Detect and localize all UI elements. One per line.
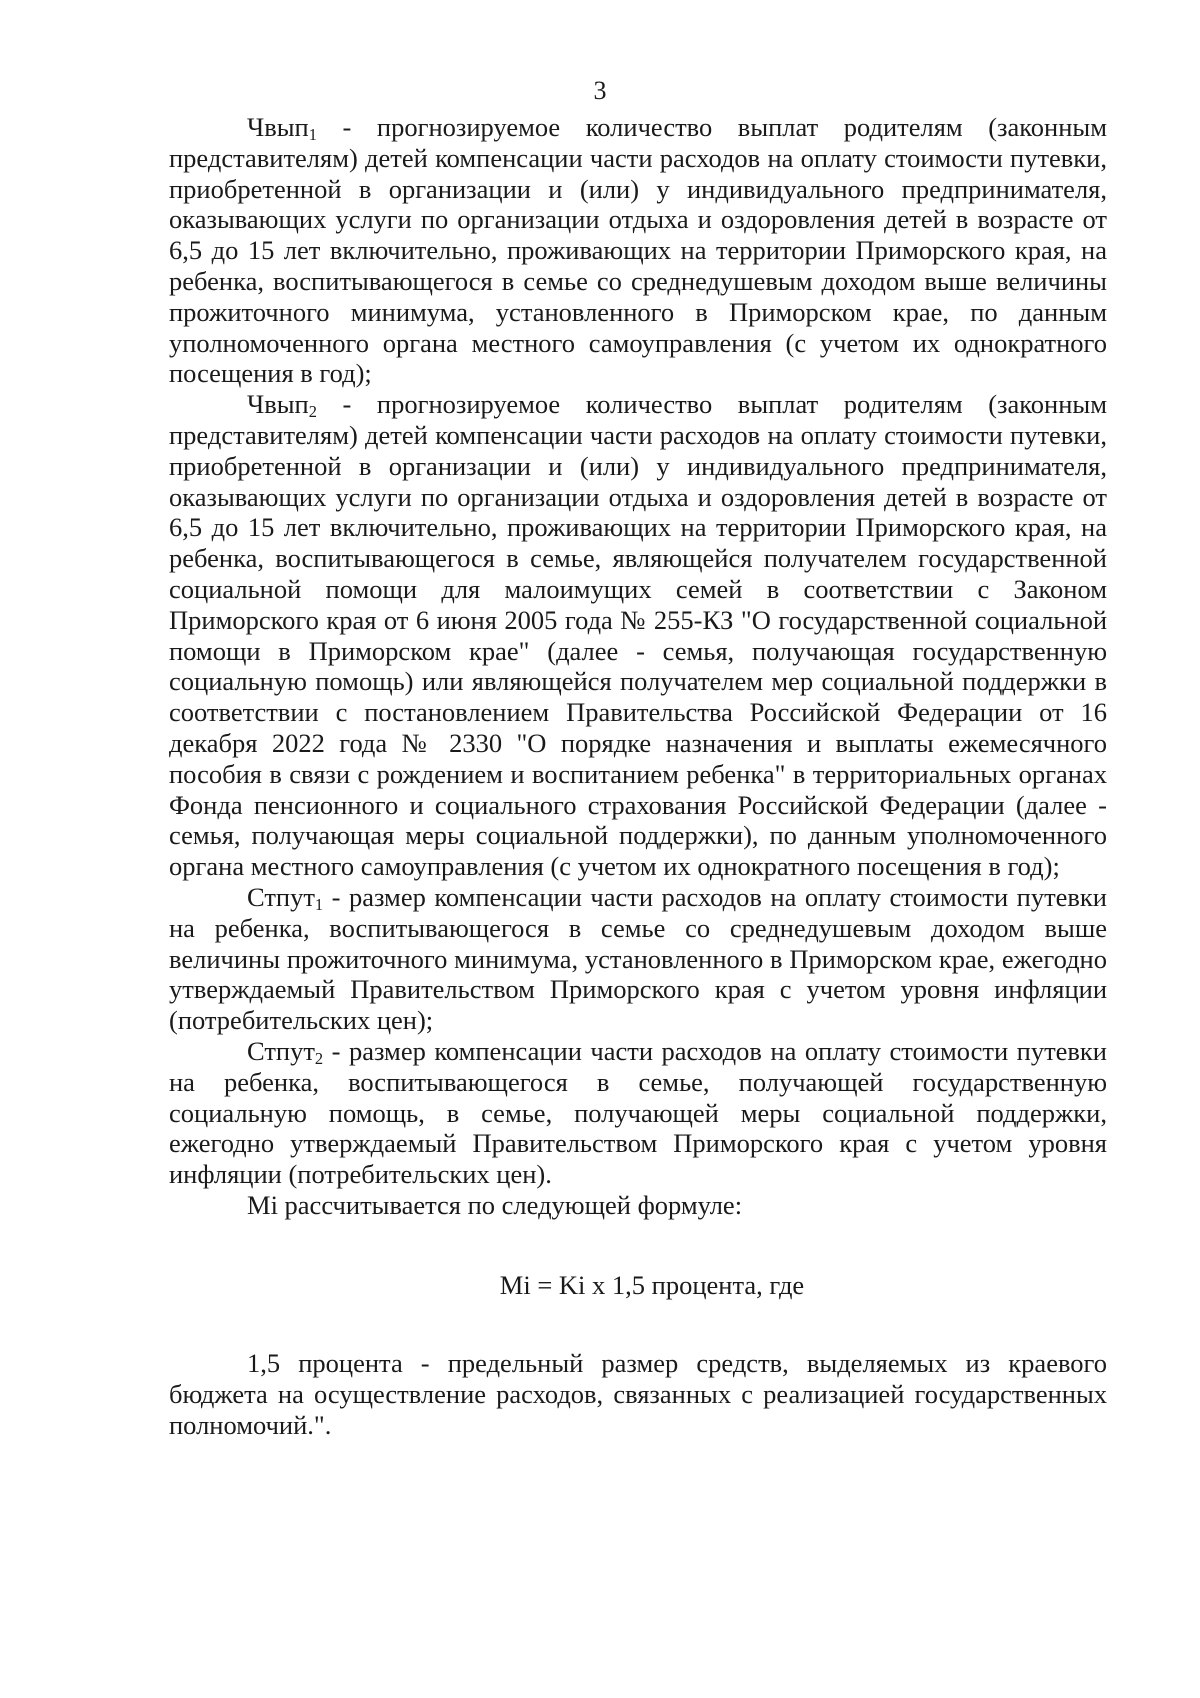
term-chvyp2-subscript: 2 <box>308 402 317 422</box>
term-stput2: Стпут <box>247 1035 315 1066</box>
term-stput1: Стпут <box>247 881 315 912</box>
term-chvyp1-subscript: 1 <box>308 125 317 145</box>
term-stput2-subscript: 2 <box>314 1049 324 1068</box>
term-chvyp2: Чвып <box>247 389 309 420</box>
document-body <box>169 112 1107 1441</box>
page-number: 3 <box>593 76 607 105</box>
definition-stput1: - размер компенсации части расходов на оплату стоимости путевки на ребенка, воспитывающегося в семье со среднедушевым доходом выше величины прожиточного минимума, установленного в Приморском крае, ежегодно утверждаемый Правительством Приморского края с учетом уровня инфляции (потребительских цен); <box>169 881 1107 1036</box>
formula: Mi = Ki x 1,5 процента, где <box>499 1269 805 1300</box>
definition-chvyp1: - прогнозируемое количество выплат родителям (законным представителям) детей компенсации части расходов на оплату стоимости путевки, приобретенной в организации и (или) у индивидуального предпринимателя, оказывающих услуги по организации отдыха и оздоровления детей в возрасте от 6,5 до 15 лет включительно, проживающих на территории Приморского края, на ребенка, воспитывающегося в семье со среднедушевым доходом выше величины прожиточного минимума, установленного в Приморском крае, по данным уполномоченного органа местного самоуправления (с учетом их однократного посещения в год); <box>169 112 1107 389</box>
paragraph-chvyp1 <box>169 112 1107 389</box>
closing-paragraph: 1,5 процента - предельный размер средств, выделяемых из краевого бюджета на осуществление расходов, связанных с реализацией государственных полномочий.". <box>169 1348 1107 1441</box>
definition-chvyp2: - прогнозируемое количество выплат родителям (законным представителям) детей компенсации части расходов на оплату стоимости путевки, приобретенной в организации и (или) у индивидуального предпринимателя, оказывающих услуги по организации отдыха и оздоровления детей в возрасте от 6,5 до 15 лет включительно, проживающих на территории Приморского края, на ребенка, воспитывающегося в семье, являющейся получателем государственной социальной помощи для малоимущих семей в соответствии с Законом Приморского края от 6 июня 2005 года № 255-КЗ "О государственной социальной помощи в Приморском крае" (далее - семья, получающая государственную социальную помощь) или являющейся получателем мер социальной поддержки в соответствии с постановлением Правительства Российской Федерации от 16 декабря 2022 года № 2330 "О порядке назначения и выплаты ежемесячного пособия в связи с рождением и воспитанием ребенка" в территориальных органах Фонда пенсионного и социального страхования Российской Федерации (далее - семья, получающая меры социальной поддержки), по данным уполномоченного органа местного самоуправления (с учетом их однократного посещения в год); <box>169 389 1107 882</box>
term-chvyp1: Чвып <box>247 112 309 142</box>
paragraph-stput2 <box>169 1036 1107 1190</box>
term-stput1-subscript: 1 <box>314 895 324 915</box>
formula-intro: Mi рассчитывается по следующей формуле: <box>247 1189 743 1220</box>
paragraph-chvyp2 <box>169 389 1107 882</box>
definition-stput2: - размер компенсации части расходов на оплату стоимости путевки на ребенка, воспитывающегося в семье, получающей государственную социальную помощь, в семье, получающей меры социальной поддержки, ежегодно утверждаемый Правительством Приморского края с учетом уровня инфляции (потребительских цен). <box>169 1035 1107 1190</box>
paragraph-stput1 <box>169 882 1107 1036</box>
